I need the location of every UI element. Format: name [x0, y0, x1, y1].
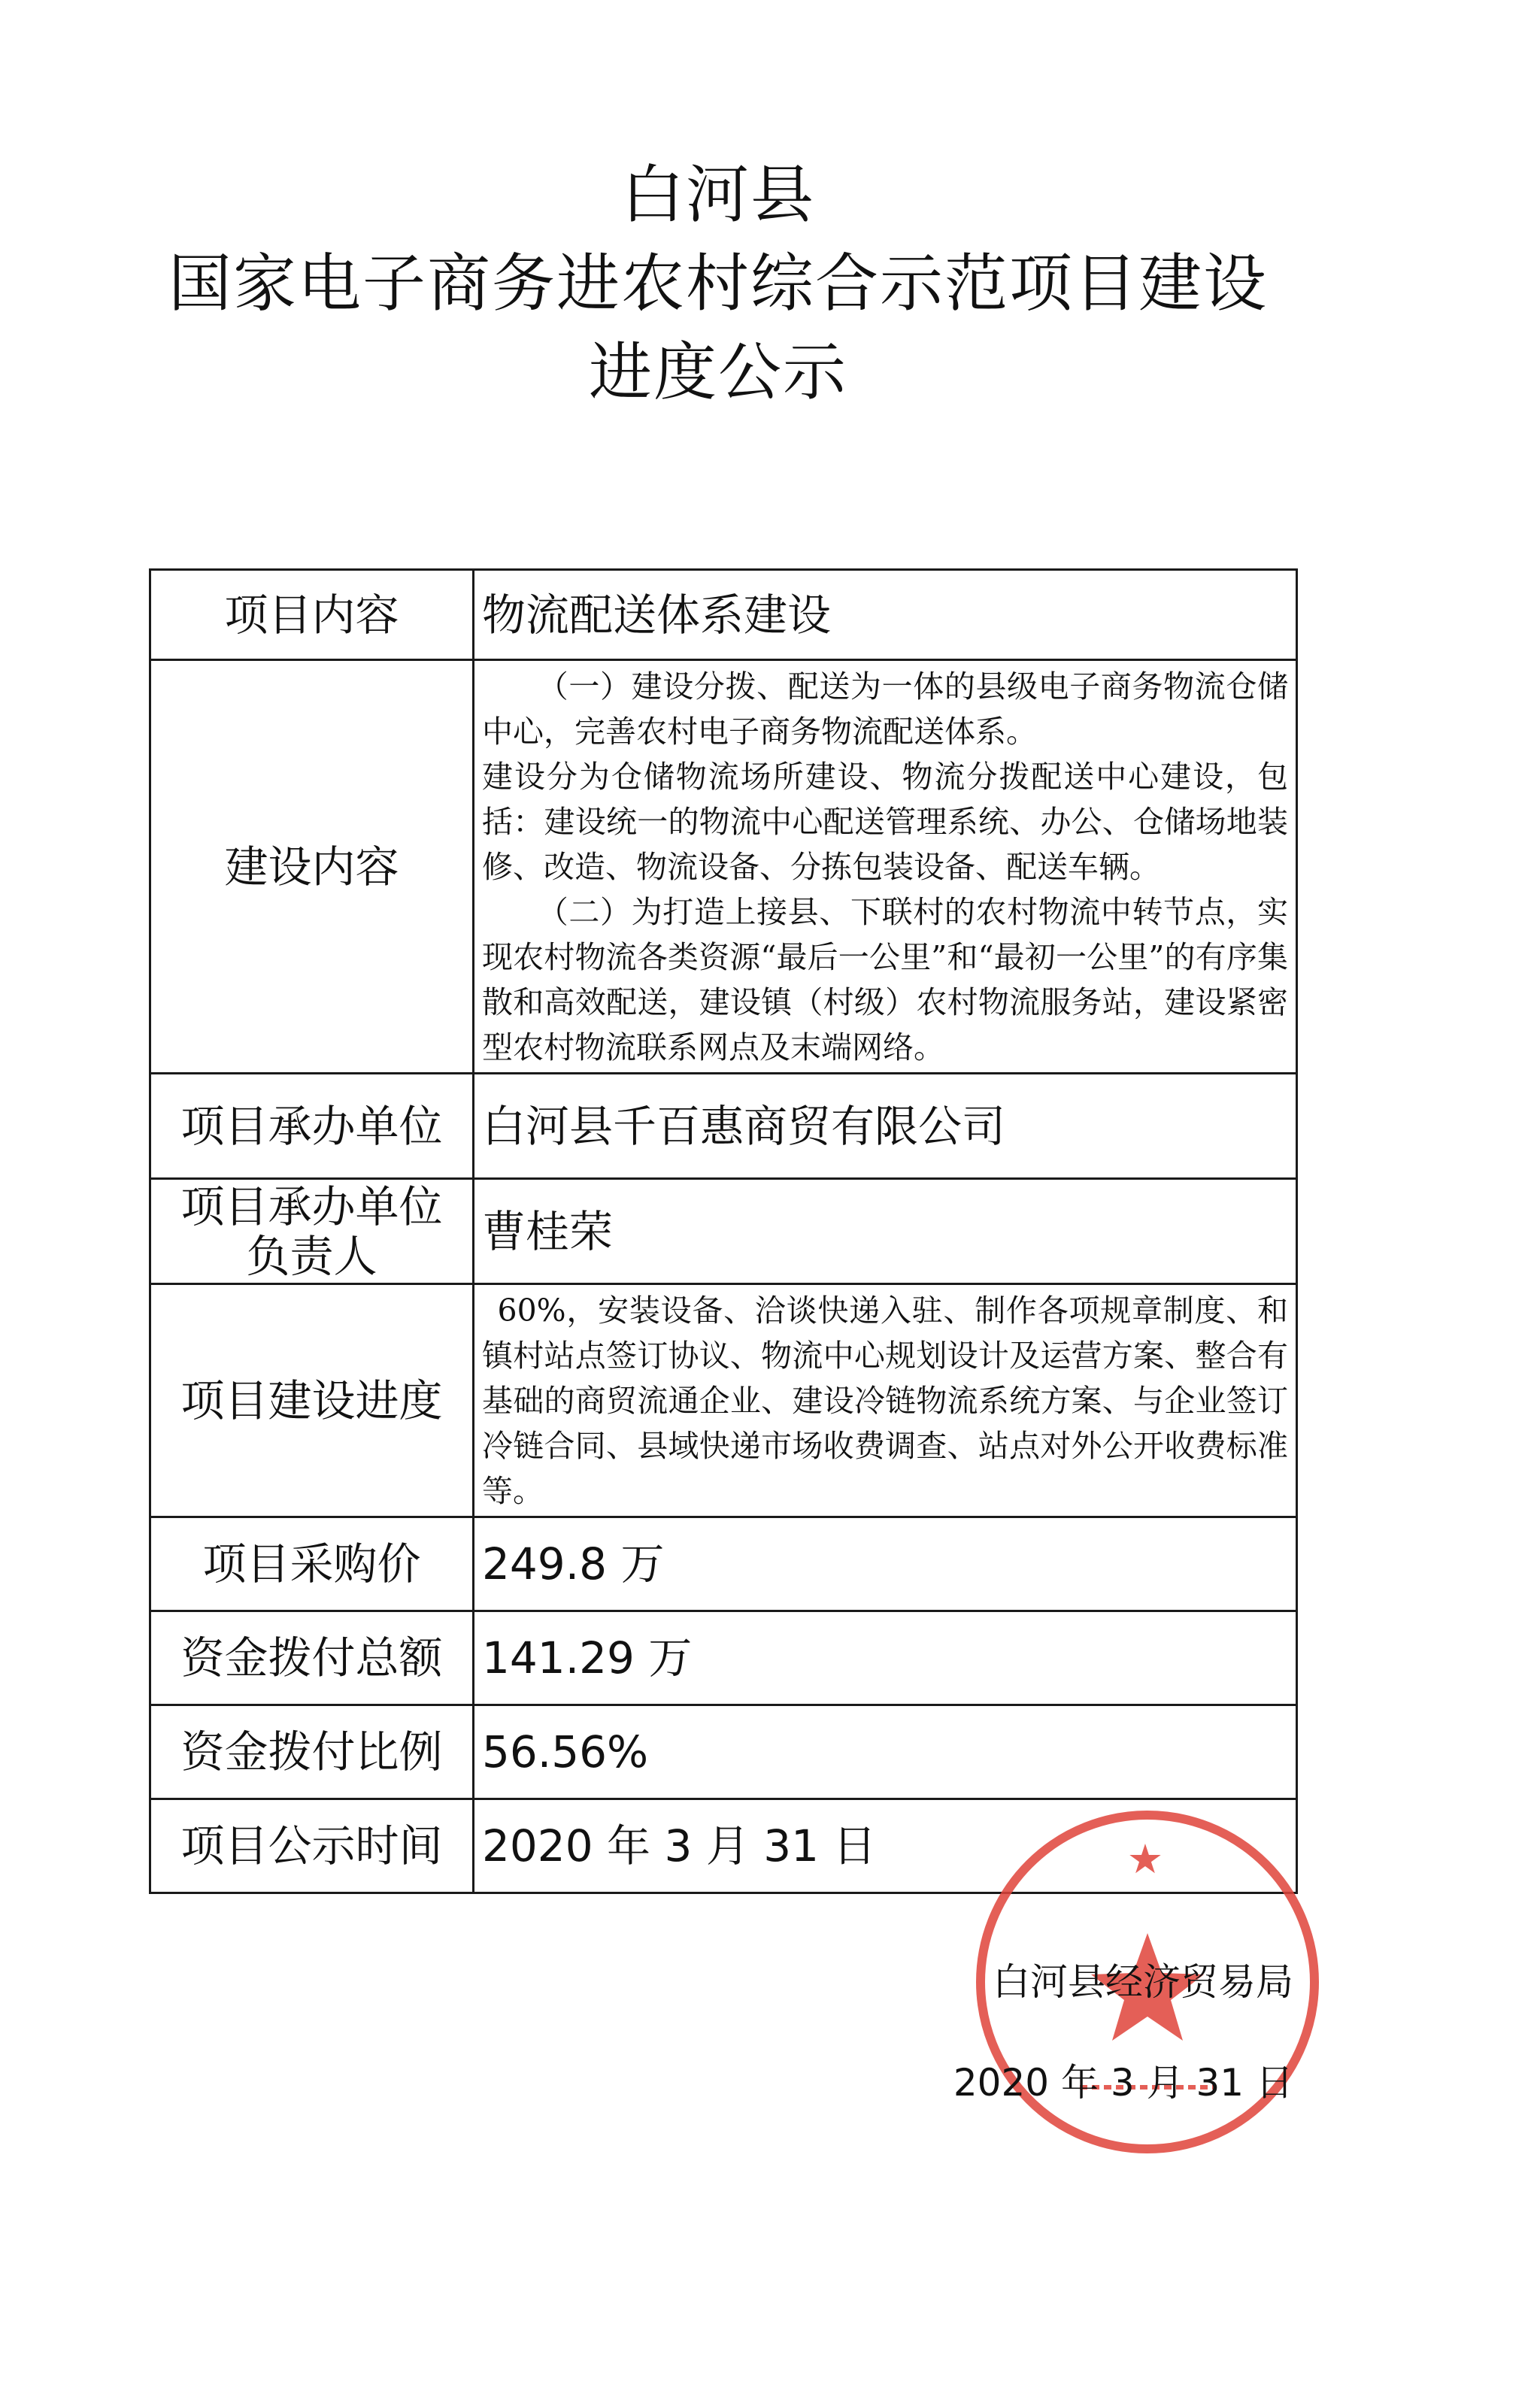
table-row	[150, 660, 1297, 1074]
issue-date: 2020 年 3 月 31 日	[953, 2061, 1293, 2105]
row-value: 曹桂荣	[474, 1179, 1297, 1284]
title-line-county: 白河县	[620, 158, 815, 232]
table-row	[150, 1284, 1297, 1517]
row-value: 2020 年 3 月 31 日	[474, 1799, 1297, 1893]
paragraph: （一）建设分拨、配送为一体的县级电子商务物流仓储中心，完善农村电子商务物流配送体系。	[482, 668, 1288, 750]
table-row	[150, 1074, 1297, 1179]
title-line-project: 国家电子商务进农村综合示范项目建设	[168, 247, 1268, 320]
paragraph: （二）为打造上接县、下联村的农村物流中转节点，实现农村物流各类资源“最后一公里”和“最初一公里”的有序集散和高效配送，建设镇（村级）农村物流服务站，建设紧密型农村物流联系网点及末端网络。	[482, 893, 1288, 1065]
paragraph: 60%，安装设备、洽谈快递入驻、制作各项规章制度、和镇村站点签订协议、物流中心规划设计及运营方案、整合有基础的商贸流通企业、建设冷链物流系统方案、与企业签订冷链合同、县域快递市场收费调查、站点对外公开收费标准等。	[482, 1292, 1288, 1509]
table-row	[150, 1179, 1297, 1284]
row-label: 项目承办单位	[150, 1074, 474, 1179]
row-label: 资金拨付总额	[150, 1611, 474, 1705]
construction-content	[474, 660, 1297, 1074]
row-value: 56.56%	[474, 1705, 1297, 1799]
row-value: 白河县千百惠商贸有限公司	[474, 1074, 1297, 1179]
row-label: 建设内容	[150, 660, 474, 1074]
document-title	[0, 150, 1436, 417]
progress-content	[474, 1284, 1297, 1517]
row-label	[150, 1179, 474, 1284]
project-info-table	[149, 568, 1298, 1894]
table-row	[150, 1517, 1297, 1611]
row-value: 141.29 万	[474, 1611, 1297, 1705]
issuer-name: 白河县经济贸易局	[993, 1960, 1293, 2004]
row-label: 项目内容	[150, 570, 474, 660]
row-label: 资金拨付比例	[150, 1705, 474, 1799]
row-label: 项目采购价	[150, 1517, 474, 1611]
title-line-notice: 进度公示	[588, 335, 847, 409]
svg-text:★: ★	[1126, 1835, 1169, 1883]
table-row	[150, 1705, 1297, 1799]
row-value: 物流配送体系建设	[474, 570, 1297, 660]
table-row	[150, 1611, 1297, 1705]
row-label: 项目公示时间	[150, 1799, 474, 1893]
table-row	[150, 570, 1297, 660]
label-line: 负责人	[246, 1230, 377, 1282]
label-line: 项目承办单位	[180, 1180, 443, 1232]
row-label: 项目建设进度	[150, 1284, 474, 1517]
paragraph: 建设分为仓储物流场所建设、物流分拨配送中心建设，包括：建设统一的物流中心配送管理系统、办公、仓储场地装修、改造、物流设备、分拣包装设备、配送车辆。	[482, 758, 1288, 885]
row-value: 249.8 万	[474, 1517, 1297, 1611]
